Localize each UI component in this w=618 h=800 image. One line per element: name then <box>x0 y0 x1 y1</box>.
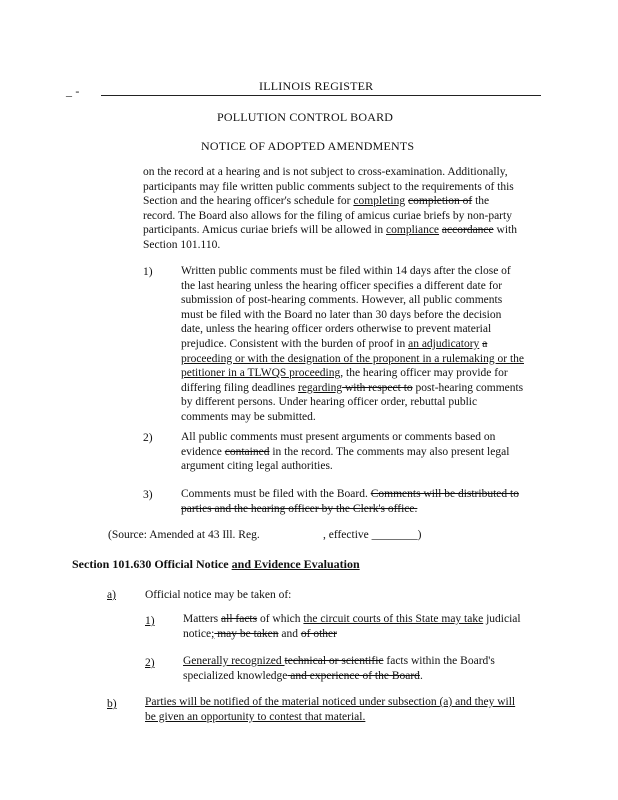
subsection-a2-number: 2) <box>145 657 155 669</box>
subsection-a1-number: 1) <box>145 615 155 627</box>
item-1-text: Written public comments must be filed within 14 days after the close of the last hearing unless the hearing officer specifies a different date for submission of post-hearing comments. However, all public comments must be filed with the Board no later than 30 days before the decision date, unless the hearing officer orders otherwise to prevent material prejudice. Consistent with the burden of proof in an adjudicatory a proceeding or with the designation of the proponent in a rulemaking or the petitioner in a TLWQS proceeding, the hearing officer may provide for differing filing deadlines regarding with respect to post-hearing comments by different persons. Under hearing officer order, rebuttal public comments may be submitted. <box>181 265 524 423</box>
subsection-a1-text: Matters all facts of which the circuit courts of this State may take judicial notice; may be taken and of other <box>183 613 521 640</box>
item-3-number: 3) <box>143 489 153 501</box>
source-line: (Source: Amended at 43 Ill. Reg. <box>108 529 260 541</box>
header-rule <box>101 95 541 96</box>
corner-mark: _ - <box>66 84 80 98</box>
section-heading: Section 101.630 Official Notice and Evidence Evaluation <box>72 557 360 571</box>
item-2-number: 2) <box>143 432 153 444</box>
item-3-text: Comments must be filed with the Board. Comments will be distributed to parties and the hearing officer by the Clerk's office. <box>181 488 519 515</box>
item-1-number: 1) <box>143 266 153 278</box>
subsection-a2-text: Generally recognized technical or scientific facts within the Board's specialized knowledge and experience of the Board. <box>183 655 495 682</box>
subsection-b-label: b) <box>107 698 117 710</box>
item-2-text: All public comments must present arguments or comments based on evidence contained in the record. The comments may also present legal argument citing legal authorities. <box>181 431 510 473</box>
subsection-a-text: Official notice may be taken of: <box>145 589 292 601</box>
intro-paragraph: on the record at a hearing and is not subject to cross-examination. Additionally, participants may file written public comments subject to the requirements of this Section and the hearing officer's schedule for completing completion of the record. The Board also allows for the filing of amicus curiae briefs by non-party participants. Amicus curiae briefs will be allowed in compliance accordance with Section 101.110. <box>143 166 517 251</box>
notice-title: NOTICE OF ADOPTED AMENDMENTS <box>201 139 415 153</box>
register-title: ILLINOIS REGISTER <box>259 79 374 93</box>
subsection-a-label: a) <box>107 589 116 601</box>
source-effective: , effective ________) <box>323 529 422 541</box>
agency-title: POLLUTION CONTROL BOARD <box>217 110 394 124</box>
subsection-b-text: Parties will be notified of the material noticed under subsection (a) and they will be given an opportunity to contest that material. <box>145 696 516 723</box>
